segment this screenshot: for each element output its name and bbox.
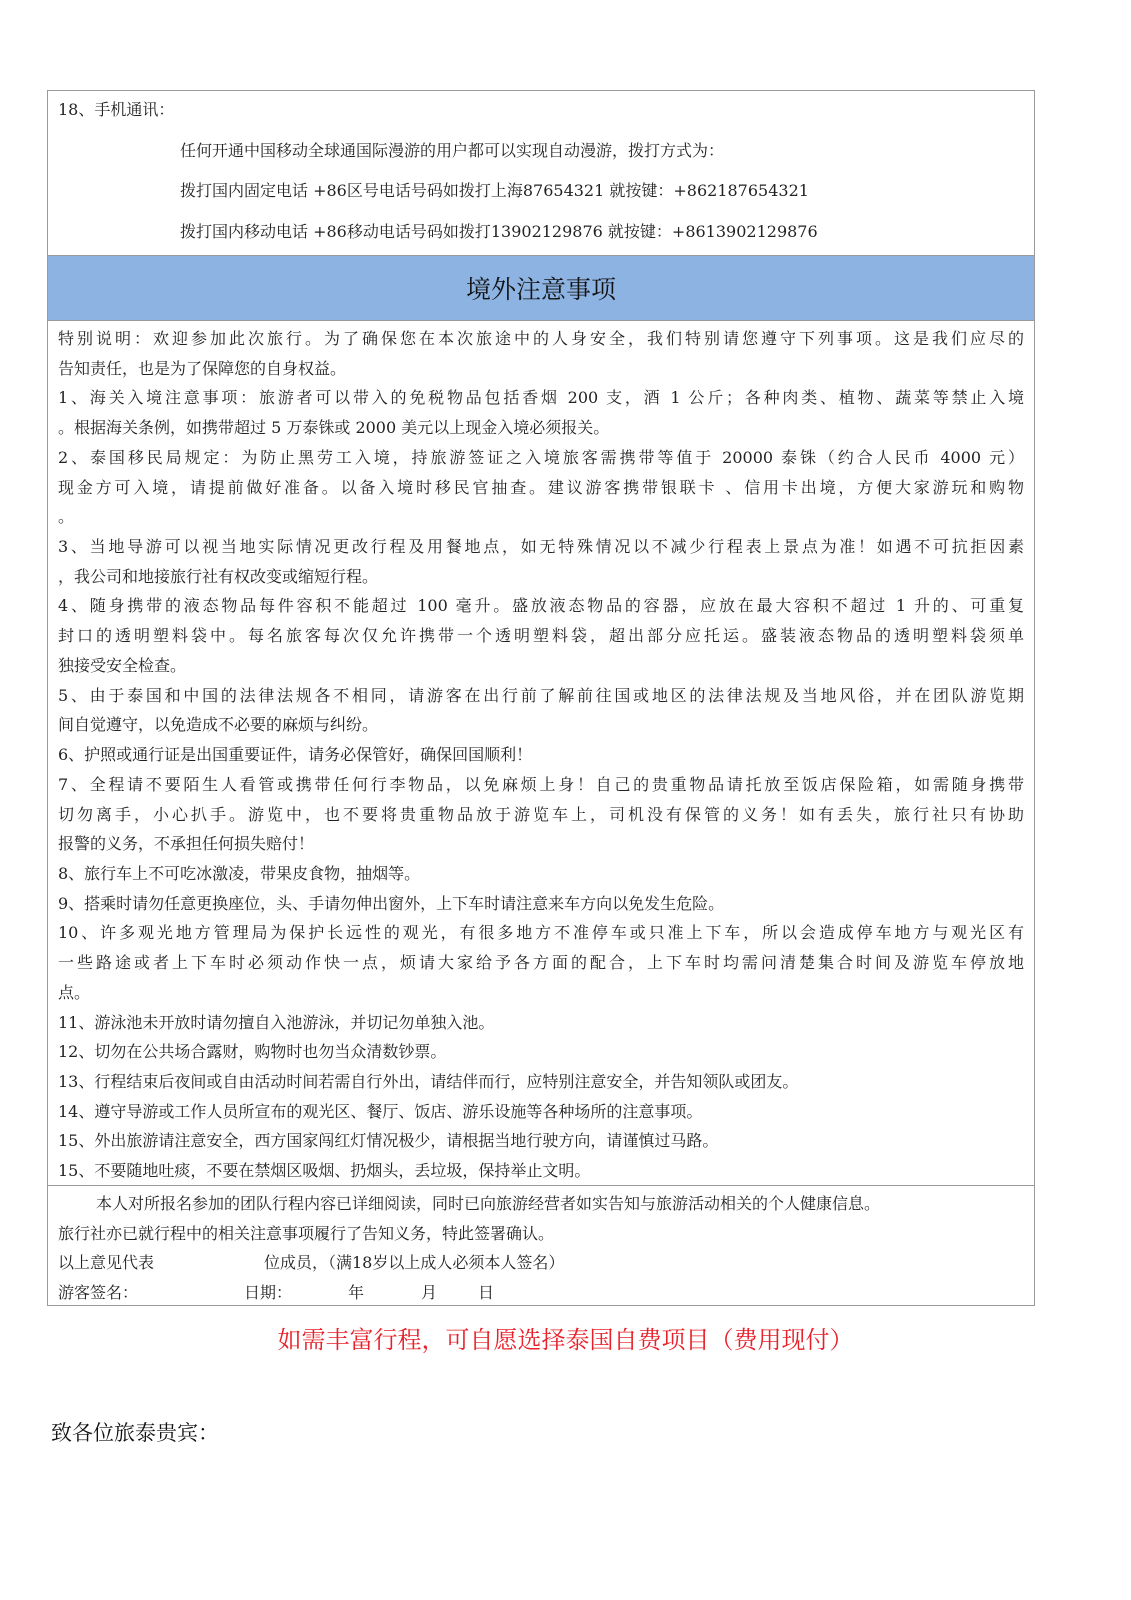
- notice-line: 14、遵守导游或工作人员所宣布的观光区、餐厅、饭店、游乐设施等各种场所的注意事项。: [58, 1101, 703, 1121]
- section-title-band: [47, 255, 1035, 321]
- notice-line: 封口的透明塑料袋中。每名旅客每次仅允许携带一个透明塑料袋，超出部分应托运。盛装液态物品的透明塑料袋须单: [58, 626, 1024, 646]
- notice-line: 。: [58, 507, 75, 527]
- notice-line: 间自觉遵守，以免造成不必要的麻烦与纠纷。: [58, 715, 379, 735]
- mobile-communication-section: [47, 90, 1035, 256]
- notice-line: 8、旅行车上不可吃冰激凌，带果皮食物，抽烟等。: [58, 863, 421, 883]
- notice-line: ，我公司和地接旅行社有权改变或缩短行程。: [58, 566, 379, 586]
- notice-line: 独接受安全检查。: [58, 655, 187, 675]
- notice-line: 13、行程结束后夜间或自由活动时间若需自行外出，请结伴而行，应特别注意安全，并告知领队或团友。: [58, 1072, 799, 1091]
- notice-line: 。根据海关条例，如携带超过 5 万泰铢或 2000 美元以上现金入境必须报关。: [58, 418, 610, 438]
- notice-line: 1、海关入境注意事项：旅游者可以带入的免税物品包括香烟 200 支，酒 1 公斤；各种肉类、植物、蔬菜等禁止入境: [58, 388, 1024, 408]
- notice-line: 6、护照或通行证是出国重要证件，请务必保管好，确保回国顺利！: [58, 745, 533, 765]
- day-label: 日: [478, 1283, 495, 1302]
- notice-line: 4、随身携带的液态物品每件容积不能超过 100 毫升。盛放液态物品的容器，应放在最大容积不超过 1 升的、可重复: [58, 596, 1024, 616]
- greeting: 致各位旅泰贵宾：: [51, 1421, 219, 1445]
- notice-line: 报警的义务，不承担任何损失赔付！: [58, 834, 315, 854]
- notice-line: 点。: [58, 982, 91, 1002]
- mobile-roaming-line: 任何开通中国移动全球通国际漫游的用户都可以实现自动漫游，拨打方式为：: [180, 141, 725, 160]
- month-label: 月: [421, 1283, 438, 1302]
- notice-line: 3、当地导游可以视当地实际情况更改行程及用餐地点，如无特殊情况以不减少行程表上景点为准！如遇不可抗拒因素: [58, 537, 1024, 557]
- mobile-landline-line: 拨打国内固定电话 +86区号电话号码如拨打上海87654321 就按键：+862187654321: [180, 181, 809, 200]
- notice-line: 5、由于泰国和中国的法律法规各不相同，请游客在出行前了解前往国或地区的法律法规及当地风俗，并在团队游览期: [58, 685, 1024, 705]
- notice-line: 7、全程请不要陌生人看管或携带任何行李物品，以免麻烦上身！自己的贵重物品请托放至饭店保险箱，如需随身携带: [58, 774, 1024, 794]
- notice-line: 特别说明：欢迎参加此次旅行。为了确保您在本次旅途中的人身安全，我们特别请您遵守下列事项。这是我们应尽的: [58, 329, 1024, 348]
- notice-line: 9、搭乘时请勿任意更换座位，头、手请勿伸出窗外，上下车时请注意来车方向以免发生危险。: [58, 893, 725, 913]
- notice-line: 切勿离手，小心扒手。游览中，也不要将贵重物品放于游览车上，司机没有保管的义务！如有丢失，旅行社只有协助: [58, 804, 1024, 824]
- members-note: 位成员，（满18岁以上成人必须本人签名）: [264, 1253, 565, 1272]
- notice-line: 10、许多观光地方管理局为保护长远性的观光，有很多地方不准停车或只准上下车，所以会造成停车地方与观光区有: [58, 923, 1024, 943]
- notice-line: 12、切勿在公共场合露财，购物时也勿当众清数钞票。: [58, 1042, 447, 1062]
- notice-line: 15、不要随地吐痰，不要在禁烟区吸烟、扔烟头，丢垃圾，保持举止文明。: [58, 1161, 591, 1181]
- notice-line: 2、泰国移民局规定：为防止黑劳工入境，持旅游签证之入境旅客需携带等值于 20000 泰铢（约合人民币 4000 元）: [58, 447, 1024, 467]
- date-label: 日期：: [244, 1283, 293, 1302]
- optional-items-title: 如需丰富行程，可自愿选择泰国自费项目（费用现付）: [277, 1326, 854, 1354]
- signature-section: [47, 1185, 1035, 1306]
- signature-statement-2: 旅行社亦已就行程中的相关注意事项履行了告知义务，特此签署确认。: [58, 1224, 555, 1243]
- notice-line: 一些路途或者上下车时必须动作快一点，烦请大家给予各方面的配合，上下车时均需问清楚集合时间及游览车停放地: [58, 953, 1024, 973]
- notice-line: 11、游泳池未开放时请勿擅自入池游泳，并切记勿单独入池。: [58, 1012, 495, 1032]
- mobile-heading: 18、手机通讯：: [58, 100, 175, 119]
- tourist-signature-label: 游客签名：: [58, 1283, 139, 1302]
- signature-statement-1: 本人对所报名参加的团队行程内容已详细阅读，同时已向旅游经营者如实告知与旅游活动相关的个人健康信息。: [96, 1194, 881, 1213]
- year-label: 年: [348, 1283, 365, 1302]
- notice-line: 15、外出旅游请注意安全，西方国家闯红灯情况极少，请根据当地行驶方向，请谨慎过马路。: [58, 1131, 719, 1151]
- section-title: 境外注意事项: [465, 275, 616, 304]
- mobile-cellphone-line: 拨打国内移动电话 +86移动电话号码如拨打13902129876 就按键：+8613902129876: [180, 222, 818, 241]
- notice-line: 告知责任，也是为了保障您的自身权益。: [58, 358, 347, 378]
- representation-label: 以上意见代表: [58, 1253, 155, 1272]
- notice-list: [47, 320, 1035, 1186]
- notice-line: 现金方可入境，请提前做好准备。以备入境时移民官抽查。建议游客携带银联卡 、信用卡出境，方便大家游玩和购物: [58, 477, 1024, 497]
